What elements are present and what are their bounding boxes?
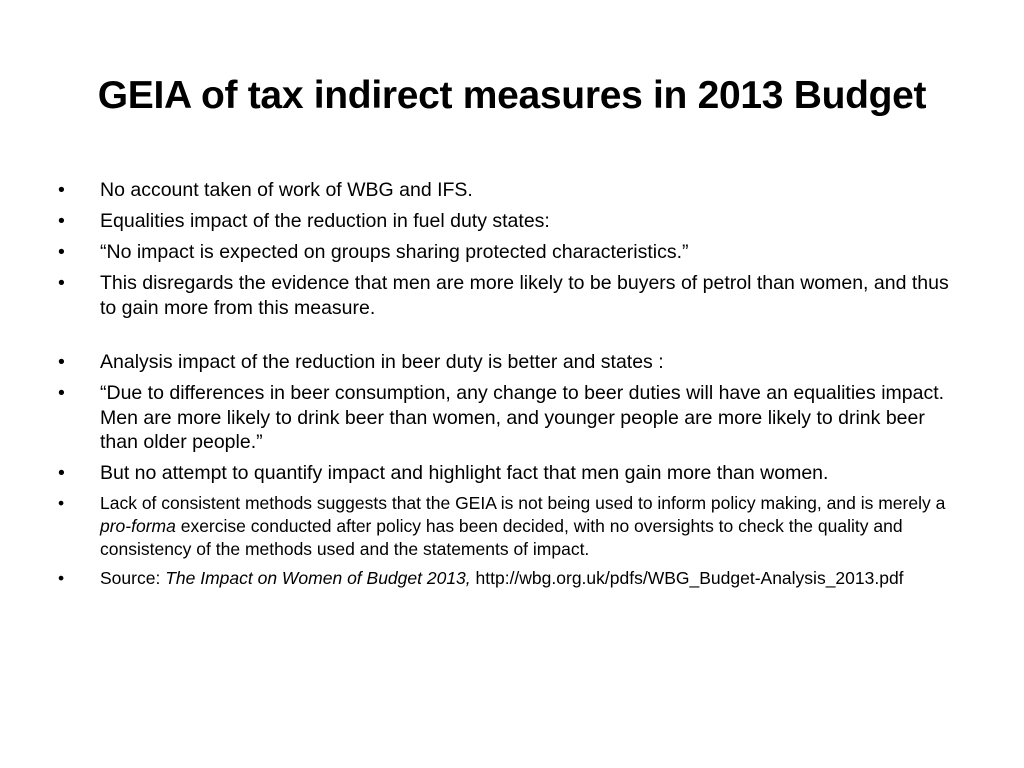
bullet-text: “Due to differences in beer consumption, any change to beer duties will have an equalities impact. Men are more likely to drink beer than women, and younger people are more likely to drink beer than older people.” bbox=[100, 382, 945, 453]
bullet-text-part: Lack of consistent methods suggests that the GEIA is not being used to inform policy making, and is merely a bbox=[100, 493, 946, 513]
bullet-marker: • bbox=[58, 241, 65, 263]
bullet-marker: • bbox=[58, 568, 65, 588]
bullet-text: “No impact is expected on groups sharing protected characteristics.” bbox=[100, 241, 689, 263]
bullet-item bbox=[58, 178, 958, 203]
bullet-italic-term: pro-forma bbox=[100, 516, 176, 536]
bullet-text: Equalities impact of the reduction in fuel duty states: bbox=[100, 210, 550, 232]
bullet-list bbox=[58, 178, 958, 596]
source-citation bbox=[100, 568, 904, 588]
source-title: The Impact on Women of Budget 2013, bbox=[165, 568, 471, 588]
bullet-marker: • bbox=[58, 382, 65, 404]
bullet-text: No account taken of work of WBG and IFS. bbox=[100, 179, 473, 201]
bullet-item bbox=[58, 567, 958, 590]
bullet-text bbox=[100, 493, 945, 559]
bullet-item bbox=[58, 240, 958, 265]
bullet-item bbox=[58, 209, 958, 234]
source-url: http://wbg.org.uk/pdfs/WBG_Budget-Analysis_2013.pdf bbox=[470, 568, 904, 588]
bullet-marker: • bbox=[58, 179, 65, 201]
slide-title: GEIA of tax indirect measures in 2013 Budget bbox=[97, 74, 927, 117]
bullet-text-part: exercise conducted after policy has been decided, with no oversights to check the quality and consistency of the methods used and the statements of impact. bbox=[100, 516, 903, 559]
bullet-item bbox=[58, 381, 958, 455]
bullet-marker: • bbox=[58, 210, 65, 232]
bullet-text: But no attempt to quantify impact and highlight fact that men gain more than women. bbox=[100, 462, 829, 484]
bullet-item bbox=[58, 461, 958, 486]
bullet-text: This disregards the evidence that men are more likely to be buyers of petrol than women, and thus to gain more from this measure. bbox=[100, 272, 949, 319]
bullet-text: Analysis impact of the reduction in beer duty is better and states : bbox=[100, 351, 664, 373]
source-prefix: Source: bbox=[100, 568, 166, 588]
bullet-marker: • bbox=[58, 493, 65, 513]
bullet-item bbox=[58, 350, 958, 375]
bullet-marker: • bbox=[58, 272, 65, 294]
bullet-marker: • bbox=[58, 462, 65, 484]
bullet-marker: • bbox=[58, 351, 65, 373]
bullet-item bbox=[58, 492, 958, 561]
bullet-item bbox=[58, 271, 958, 320]
